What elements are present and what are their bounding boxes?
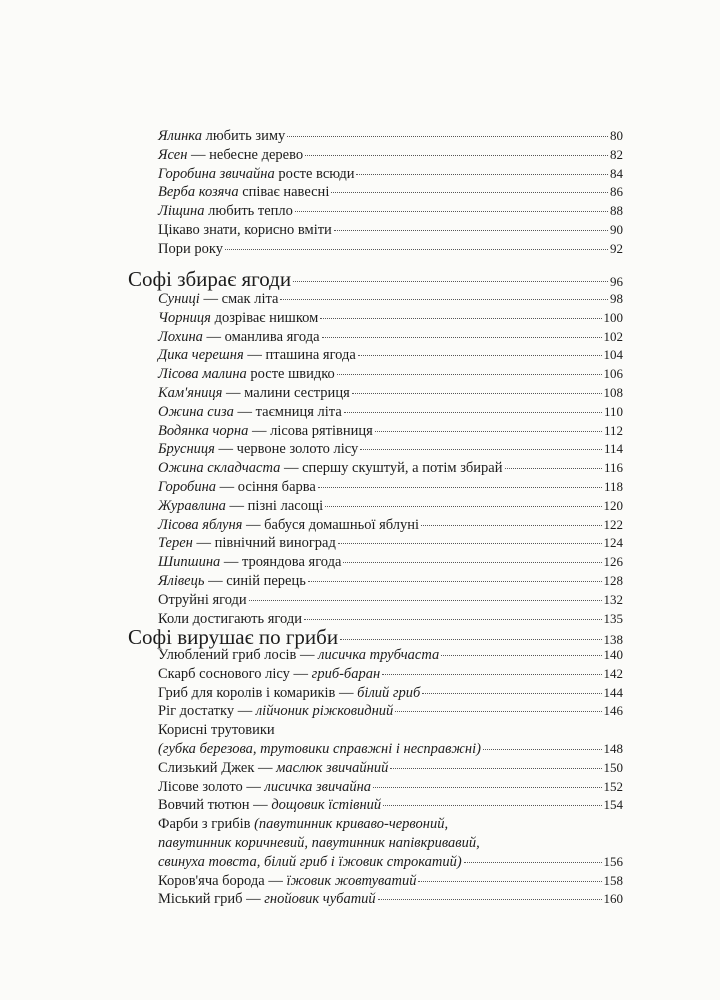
entry-text: — таємниця літа <box>233 403 342 420</box>
page-number: 126 <box>603 554 623 570</box>
dot-leader <box>340 638 601 640</box>
dot-leader <box>356 173 608 175</box>
dot-leader <box>305 154 608 156</box>
toc-entry <box>158 553 623 571</box>
page-number: 114 <box>603 441 623 457</box>
entry-italic-text: білий гриб <box>357 684 421 701</box>
entry-title <box>158 740 481 758</box>
page-number: 138 <box>603 632 623 647</box>
page-number: 120 <box>603 497 623 513</box>
entry-title <box>158 221 332 239</box>
entry-italic-text: дощовик їстівний <box>271 797 382 814</box>
toc-entry <box>158 478 623 496</box>
page-number: 156 <box>603 853 623 869</box>
entry-italic-text: Лохина <box>158 328 203 345</box>
entry-italic-text: Горобина <box>158 479 217 495</box>
dot-leader <box>418 880 601 882</box>
entry-title <box>158 202 293 220</box>
toc-entry <box>158 202 623 220</box>
page-number: 80 <box>610 128 623 143</box>
entry-italic-text: Ялинка <box>158 128 202 144</box>
entry-title <box>158 478 316 496</box>
entry-title <box>158 146 303 164</box>
entry-text: Міський гриб — <box>158 891 265 908</box>
entry-title <box>158 440 358 458</box>
toc-entry <box>158 702 623 720</box>
toc-entry <box>158 740 623 758</box>
page-number: 90 <box>610 222 623 237</box>
toc-entry <box>158 384 623 402</box>
section-title: Софі збирає ягоди <box>128 267 292 291</box>
entry-title <box>158 890 376 908</box>
entry-text: дозріває нишком <box>210 309 319 326</box>
page-number: 92 <box>610 240 623 256</box>
entry-title <box>158 702 393 720</box>
page-number: 124 <box>603 535 623 551</box>
page-number: 82 <box>610 146 623 162</box>
entry-title <box>158 553 341 571</box>
entry-italic-text: Верба козяча <box>158 184 239 201</box>
dot-leader <box>382 673 601 675</box>
entry-title <box>158 759 388 777</box>
dot-leader <box>505 467 602 469</box>
entry-italic-text: Журавлина <box>158 497 226 514</box>
toc-entry <box>158 834 623 852</box>
dot-leader <box>390 767 601 769</box>
page-number: 148 <box>603 741 623 756</box>
toc-entry <box>158 240 623 258</box>
dot-leader <box>383 804 601 806</box>
entry-text: співає навесні <box>238 184 330 201</box>
dot-leader <box>337 373 602 375</box>
entry-italic-text: Терен <box>158 535 193 552</box>
entry-italic-text: (павутинник криваво-червоний, <box>254 816 449 833</box>
entry-text: Коли достигають ягоди <box>158 610 302 627</box>
toc-entry <box>158 759 623 777</box>
page-number: 116 <box>603 460 623 476</box>
toc-entry <box>158 346 623 364</box>
entry-title <box>158 721 275 739</box>
entry-title <box>158 684 420 702</box>
entry-title <box>158 346 356 364</box>
toc-entry <box>158 290 623 308</box>
toc-entry <box>158 422 623 440</box>
entry-text: — червоне золото лісу <box>214 441 359 458</box>
entry-text: Ріг достатку — <box>158 703 256 720</box>
entry-italic-text: Ялівець <box>158 573 205 589</box>
entry-title <box>158 834 480 852</box>
toc-entry <box>158 721 623 739</box>
entry-italic-text: (губка березова, трутовики справжні і несправжні) <box>158 741 481 757</box>
page-number: 104 <box>603 347 623 363</box>
entry-text: — північний виноград <box>192 535 336 552</box>
page-number: 150 <box>603 759 623 775</box>
dot-leader <box>421 524 601 526</box>
entry-text: любить тепло <box>204 203 293 220</box>
page-number: 106 <box>603 366 623 382</box>
entry-title <box>158 127 285 145</box>
entry-title <box>158 534 336 552</box>
entry-italic-text: Горобина звичайна <box>158 165 275 182</box>
entry-text: — небесне дерево <box>187 146 304 163</box>
toc-entry <box>158 665 623 683</box>
entry-italic-text: Дика черешня <box>158 347 244 364</box>
toc-entry <box>158 796 623 814</box>
entry-title <box>158 872 416 890</box>
dot-leader <box>331 191 608 193</box>
toc-entry <box>158 459 623 477</box>
entry-italic-text: Ясен <box>158 146 188 163</box>
page-number: 110 <box>603 403 623 419</box>
dot-leader <box>322 336 602 338</box>
dot-leader <box>325 505 601 507</box>
entry-italic-text: лійчоник ріжковидний <box>255 703 394 720</box>
entry-italic-text: Ліщина <box>158 203 205 220</box>
dot-leader <box>318 486 602 488</box>
toc-entry <box>158 309 623 327</box>
entry-italic-text: гриб-баран <box>311 665 381 682</box>
entry-title <box>158 422 373 440</box>
entry-italic-text: павутинник коричневий, павутинник напівкривавий, <box>158 835 480 851</box>
page-number: 112 <box>603 422 623 438</box>
page-number: 146 <box>603 703 623 719</box>
page-number: 122 <box>603 516 623 532</box>
entry-title <box>158 778 371 796</box>
entry-text: росте всюди <box>274 165 355 182</box>
entry-title <box>158 459 503 477</box>
entry-text: Цікаво знати, корисно вміти <box>158 222 332 238</box>
page-number: 132 <box>603 591 623 607</box>
entry-text: — осіння барва <box>216 479 316 495</box>
entry-text: — трояндова ягода <box>220 554 342 571</box>
toc-entry <box>158 440 623 458</box>
page-number: 140 <box>603 647 623 662</box>
page-number: 88 <box>610 203 623 219</box>
page-number: 152 <box>603 778 623 794</box>
toc-entry <box>158 403 623 421</box>
entry-title <box>158 646 439 664</box>
entry-title <box>158 183 329 201</box>
toc-entry <box>158 497 623 515</box>
toc-entry <box>158 684 623 702</box>
entry-text: Корисні трутовики <box>158 722 275 739</box>
toc-entry <box>158 183 623 201</box>
entry-title <box>158 796 381 814</box>
dot-leader <box>320 317 601 319</box>
dot-leader <box>343 561 601 563</box>
dot-leader <box>249 599 602 601</box>
entry-title <box>158 516 419 534</box>
entry-italic-text: гнойовик чубатий <box>264 891 376 908</box>
toc-entry <box>158 591 623 609</box>
dot-leader <box>358 354 602 356</box>
entry-italic-text: Шипшина <box>158 554 221 571</box>
entry-title <box>158 328 320 346</box>
page-number: 96 <box>610 274 623 289</box>
section-title: Софі вирушає по гриби <box>128 625 339 649</box>
entry-italic-text: Брусниця <box>158 441 215 458</box>
entry-text: — лісова рятівниця <box>248 422 373 439</box>
entry-title <box>158 815 448 833</box>
dot-leader <box>375 430 602 432</box>
page-number: 158 <box>603 872 623 888</box>
toc-entry <box>158 778 623 796</box>
page-number: 154 <box>603 797 623 813</box>
page-number: 160 <box>603 891 623 907</box>
dot-leader <box>483 748 602 750</box>
entry-italic-text: Водянка чорна <box>158 422 249 439</box>
entry-title <box>158 591 247 609</box>
entry-text: Пори року <box>158 240 223 257</box>
entry-italic-text: їжовик жовтуватий <box>286 872 417 889</box>
entry-text: — пташина ягода <box>243 347 356 364</box>
dot-leader <box>395 710 601 712</box>
entry-title <box>158 365 335 383</box>
dot-leader <box>334 229 608 231</box>
page-number: 98 <box>610 291 623 306</box>
entry-italic-text: лисичка звичайна <box>264 778 372 795</box>
page-number: 144 <box>603 684 623 700</box>
entry-text: Гриб для королів і комариків — <box>158 684 358 701</box>
entry-text: Слизький Джек — <box>158 759 277 776</box>
entry-text: Скарб соснового лісу — <box>158 665 312 682</box>
toc-entry <box>158 646 623 664</box>
dot-leader <box>344 411 602 413</box>
entry-title <box>158 572 306 590</box>
dot-leader <box>360 448 602 450</box>
toc-entry <box>158 365 623 383</box>
dot-leader <box>308 580 602 582</box>
page-number: 84 <box>610 165 623 181</box>
dot-leader <box>293 280 608 282</box>
entry-title <box>158 384 350 402</box>
entry-italic-text: свинуха товста, білий гриб і їжовик строкатий) <box>158 853 462 870</box>
page-number: 135 <box>603 610 623 626</box>
entry-text: любить зиму <box>201 128 286 144</box>
entry-italic-text: маслюк звичайний <box>276 759 389 776</box>
entry-text: — синій перець <box>204 573 306 589</box>
dot-leader <box>338 542 602 544</box>
entry-text: Лісове золото — <box>158 778 265 795</box>
dot-leader <box>287 135 608 137</box>
toc-entry <box>158 328 623 346</box>
entry-text: Коров'яча борода — <box>158 872 287 889</box>
dot-leader <box>225 248 608 250</box>
entry-text: росте швидко <box>246 366 335 383</box>
toc-entry <box>158 853 623 871</box>
toc-entry <box>158 572 623 590</box>
entry-text: — спершу скуштуй, а потім збирай <box>280 460 503 477</box>
entry-italic-text: Ожина сиза <box>158 403 234 420</box>
dot-leader <box>304 618 602 620</box>
page-number: 118 <box>603 479 623 494</box>
entry-title <box>158 403 342 421</box>
entry-text: Фарби з грибів <box>158 816 255 833</box>
entry-text: Вовчий тютюн — <box>158 797 272 814</box>
toc-entry <box>158 890 623 908</box>
page-number: 102 <box>603 328 623 344</box>
dot-leader <box>422 692 601 694</box>
page-number: 128 <box>603 573 623 588</box>
toc-entry <box>158 516 623 534</box>
dot-leader <box>464 861 602 863</box>
entry-italic-text: Чорниця <box>158 309 211 326</box>
entry-title <box>158 240 223 258</box>
entry-title <box>158 665 380 683</box>
entry-text: — малини сестриця <box>222 385 350 401</box>
entry-italic-text: Кам'яниця <box>158 385 223 401</box>
dot-leader <box>295 210 608 212</box>
page-number: 142 <box>603 665 623 681</box>
entry-text: Отруйні ягоди <box>158 591 247 608</box>
entry-italic-text: лисичка трубчаста <box>318 647 440 663</box>
toc-entry <box>158 127 623 145</box>
toc-entry <box>158 221 623 239</box>
toc-entry <box>158 872 623 890</box>
toc-entry <box>158 815 623 833</box>
entry-italic-text: Лісова малина <box>158 366 247 383</box>
entry-italic-text: Лісова яблуня <box>158 516 243 533</box>
entry-title <box>158 497 323 515</box>
entry-text: — смак літа <box>199 291 279 307</box>
entry-title <box>158 290 278 308</box>
dot-leader <box>441 654 601 656</box>
entry-text: Улюблений гриб лосів — <box>158 647 319 663</box>
page-number: 100 <box>603 309 623 325</box>
page-number: 108 <box>603 385 623 400</box>
page-number: 86 <box>610 184 623 200</box>
dot-leader <box>378 898 602 900</box>
dot-leader <box>373 786 601 788</box>
entry-text: — бабуся домашньої яблуні <box>242 516 420 533</box>
entry-title <box>158 853 462 871</box>
entry-text: — пізні ласощі <box>225 497 324 514</box>
dot-leader <box>280 298 608 300</box>
entry-title <box>158 165 354 183</box>
entry-italic-text: Суниці <box>158 291 200 307</box>
toc-entry <box>158 165 623 183</box>
entry-italic-text: Ожина складчаста <box>158 460 281 477</box>
entry-title <box>158 309 318 327</box>
entry-text: — оманлива ягода <box>202 328 320 345</box>
toc-entry <box>158 146 623 164</box>
toc-entry <box>158 534 623 552</box>
dot-leader <box>352 392 602 394</box>
